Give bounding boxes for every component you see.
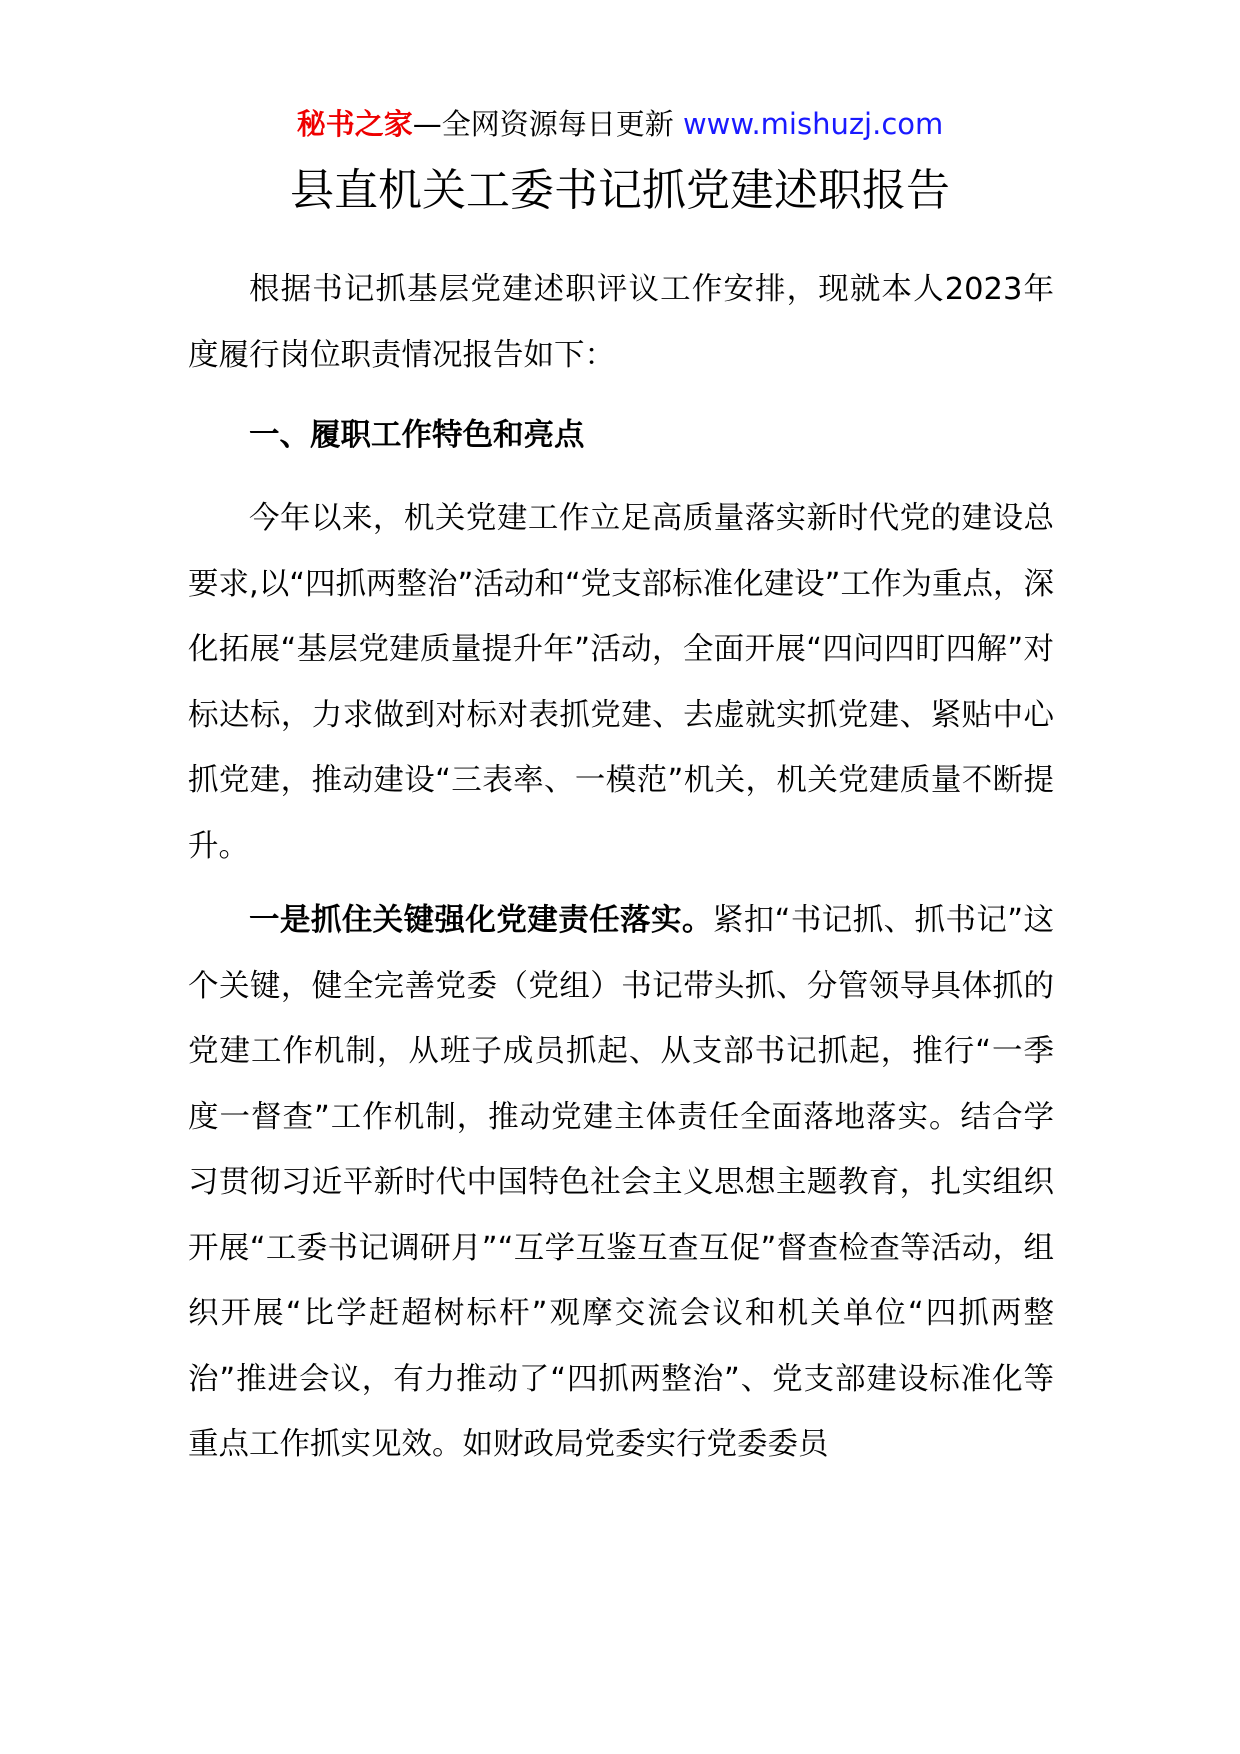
body-paragraph-key-point — [188, 888, 1054, 1478]
body-paragraph: 今年以来，机关党建工作立足高质量落实新时代党的建设总要求,以“四抓两整治”活动和“党支部标准化建设”工作为重点，深化拓展“基层党建质量提升年”活动，全面开展“四问四盯四解”对标达标，力求做到对标对表抓党建、去虚就实抓党建、紧贴中心抓党建，推动建设“三表率、一模范”机关，机关党建质量不断提升。 — [188, 501, 1054, 864]
brand-name: 秘书之家 — [296, 107, 413, 141]
site-header — [0, 104, 1240, 144]
document-title: 县直机关工委书记抓党建述职报告 — [290, 165, 950, 216]
site-url-link[interactable]: www.mishuzj.com — [682, 107, 944, 141]
header-tagline: —全网资源每日更新 — [412, 107, 683, 141]
paragraph-lead: 一是抓住关键强化党建责任落实。 — [249, 903, 713, 938]
intro-paragraph: 根据书记抓基层党建述职评议工作安排，现就本人2023年度履行岗位职责情况报告如下： — [188, 272, 1054, 373]
paragraph-body: 紧扣“书记抓、抓书记”这个关键，健全完善党委（党组）书记带头抓、分管领导具体抓的党建工作机制，从班子成员抓起、从支部书记抓起，推行“一季度一督查”工作机制，推动党建主体责任全面落地落实。结合学习贯彻习近平新时代中国特色社会主义思想主题教育，扎实组织开展“工委书记调研月”“互学互鉴互查互促”督查检查等活动，组织开展“比学赶超树标杆”观摩交流会议和机关单位“四抓两整治”推进会议，有力推动了“四抓两整治”、党支部建设标准化等重点工作抓实见效。如财政局党委实行党委委员 — [188, 903, 1055, 1462]
section-heading: 一、履职工作特色和亮点 — [249, 418, 585, 453]
